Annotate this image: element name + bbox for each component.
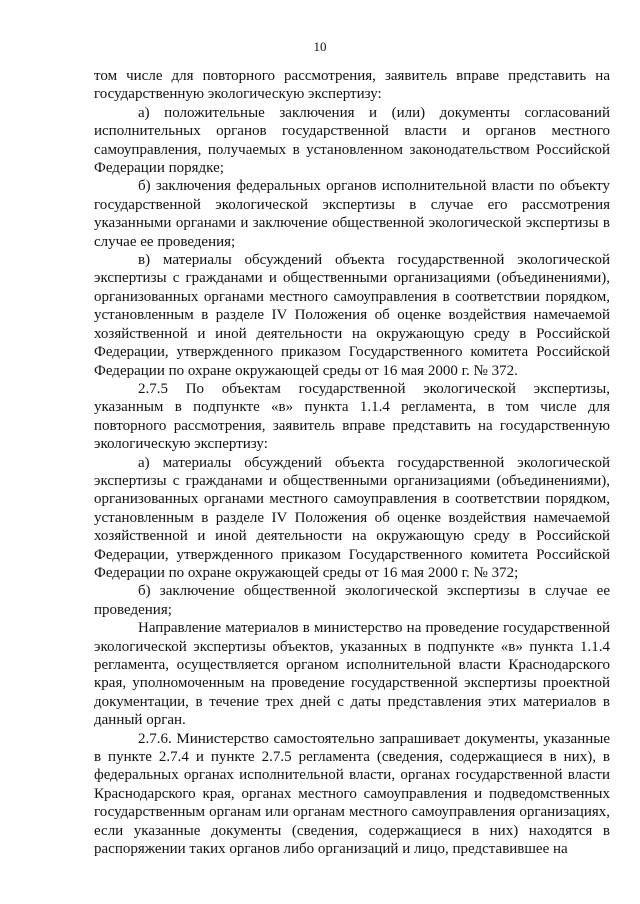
paragraph-section-2-7-6: 2.7.6. Министерство самостоятельно запрашивает документы, указанные в пункте 2.7.4 и пункте 2.7.5 регламента (сведения, содержащиеся в них), в федеральных органах исполнительной власти, органах государственной власти Краснодарского края, органах местного самоуправления и подведомственных государственным органам или органам местного самоуправления организациях, если указанные документы (сведения, содержащиеся в них) находятся в распоряжении таких органов либо организаций и лицо, представившее на xyxy=(94,730,610,858)
paragraph-item-b-2: б) заключение общественной экологической экспертизы в случае ее проведения; xyxy=(94,583,610,618)
paragraph-item-a: а) положительные заключения и (или) документы согласований исполнительных органов государственной власти и органов местного самоуправления, получаемых в установленном законодательством Российской Федерации порядке; xyxy=(94,104,610,177)
paragraph-item-v: в) материалы обсуждений объекта государственной экологической экспертизы с гражданами и общественными организациями (объединениями), организованных органами местного самоуправления в соответствии порядком, установленным в разделе IV Положения об оценке воздействия намечаемой хозяйственной и иной деятельности на окружающую среду в Российской Федерации, утвержденного приказом Государственного комитета Российской Федерации по охране окружающей среды от 16 мая 2000 г. № 372. xyxy=(94,252,610,379)
page-number: 10 xyxy=(313,39,327,54)
paragraph-item-b: б) заключения федеральных органов исполнительной власти по объекту государственной экологической экспертизы в случае его рассмотрения указанными органами и заключение общественной экологической экспертизы в случае ее проведения; xyxy=(94,178,610,250)
paragraph-section-2-7-5: 2.7.5 По объектам государственной экологической экспертизы, указанным в подпункте «в» пункта 1.1.4 регламента, в том числе для повторного рассмотрения, заявитель вправе представить на государственную экологическую экспертизу: xyxy=(94,380,610,453)
paragraph-item-a-2: а) материалы обсуждений объекта государственной экологической экспертизы с гражданами и общественными организациями (объединениями), организованных органами местного самоуправления в соответствии порядком, установленным в разделе IV Положения об оценке воздействия намечаемой хозяйственной и иной деятельности на окружающую среду в Российской Федерации, утвержденного приказом Государственного комитета Российской Федерации по охране окружающей среды от 16 мая 2000 г. № 372; xyxy=(94,454,610,581)
paragraph-continuation: том числе для повторного рассмотрения, заявитель вправе представить на государственную экологическую экспертизу: xyxy=(94,68,610,103)
paragraph-materials-direction: Направление материалов в министерство на проведение государственной экологической экспертизы объектов, указанных в подпункте «в» пункта 1.1.4 регламента, осуществляется органом исполнительной власти Краснодарского края, уполномоченным на проведение государственной экспертизы проектной документации, в течение трех дней с даты представления этих материалов в данный орган. xyxy=(94,620,610,729)
document-body xyxy=(94,67,610,858)
